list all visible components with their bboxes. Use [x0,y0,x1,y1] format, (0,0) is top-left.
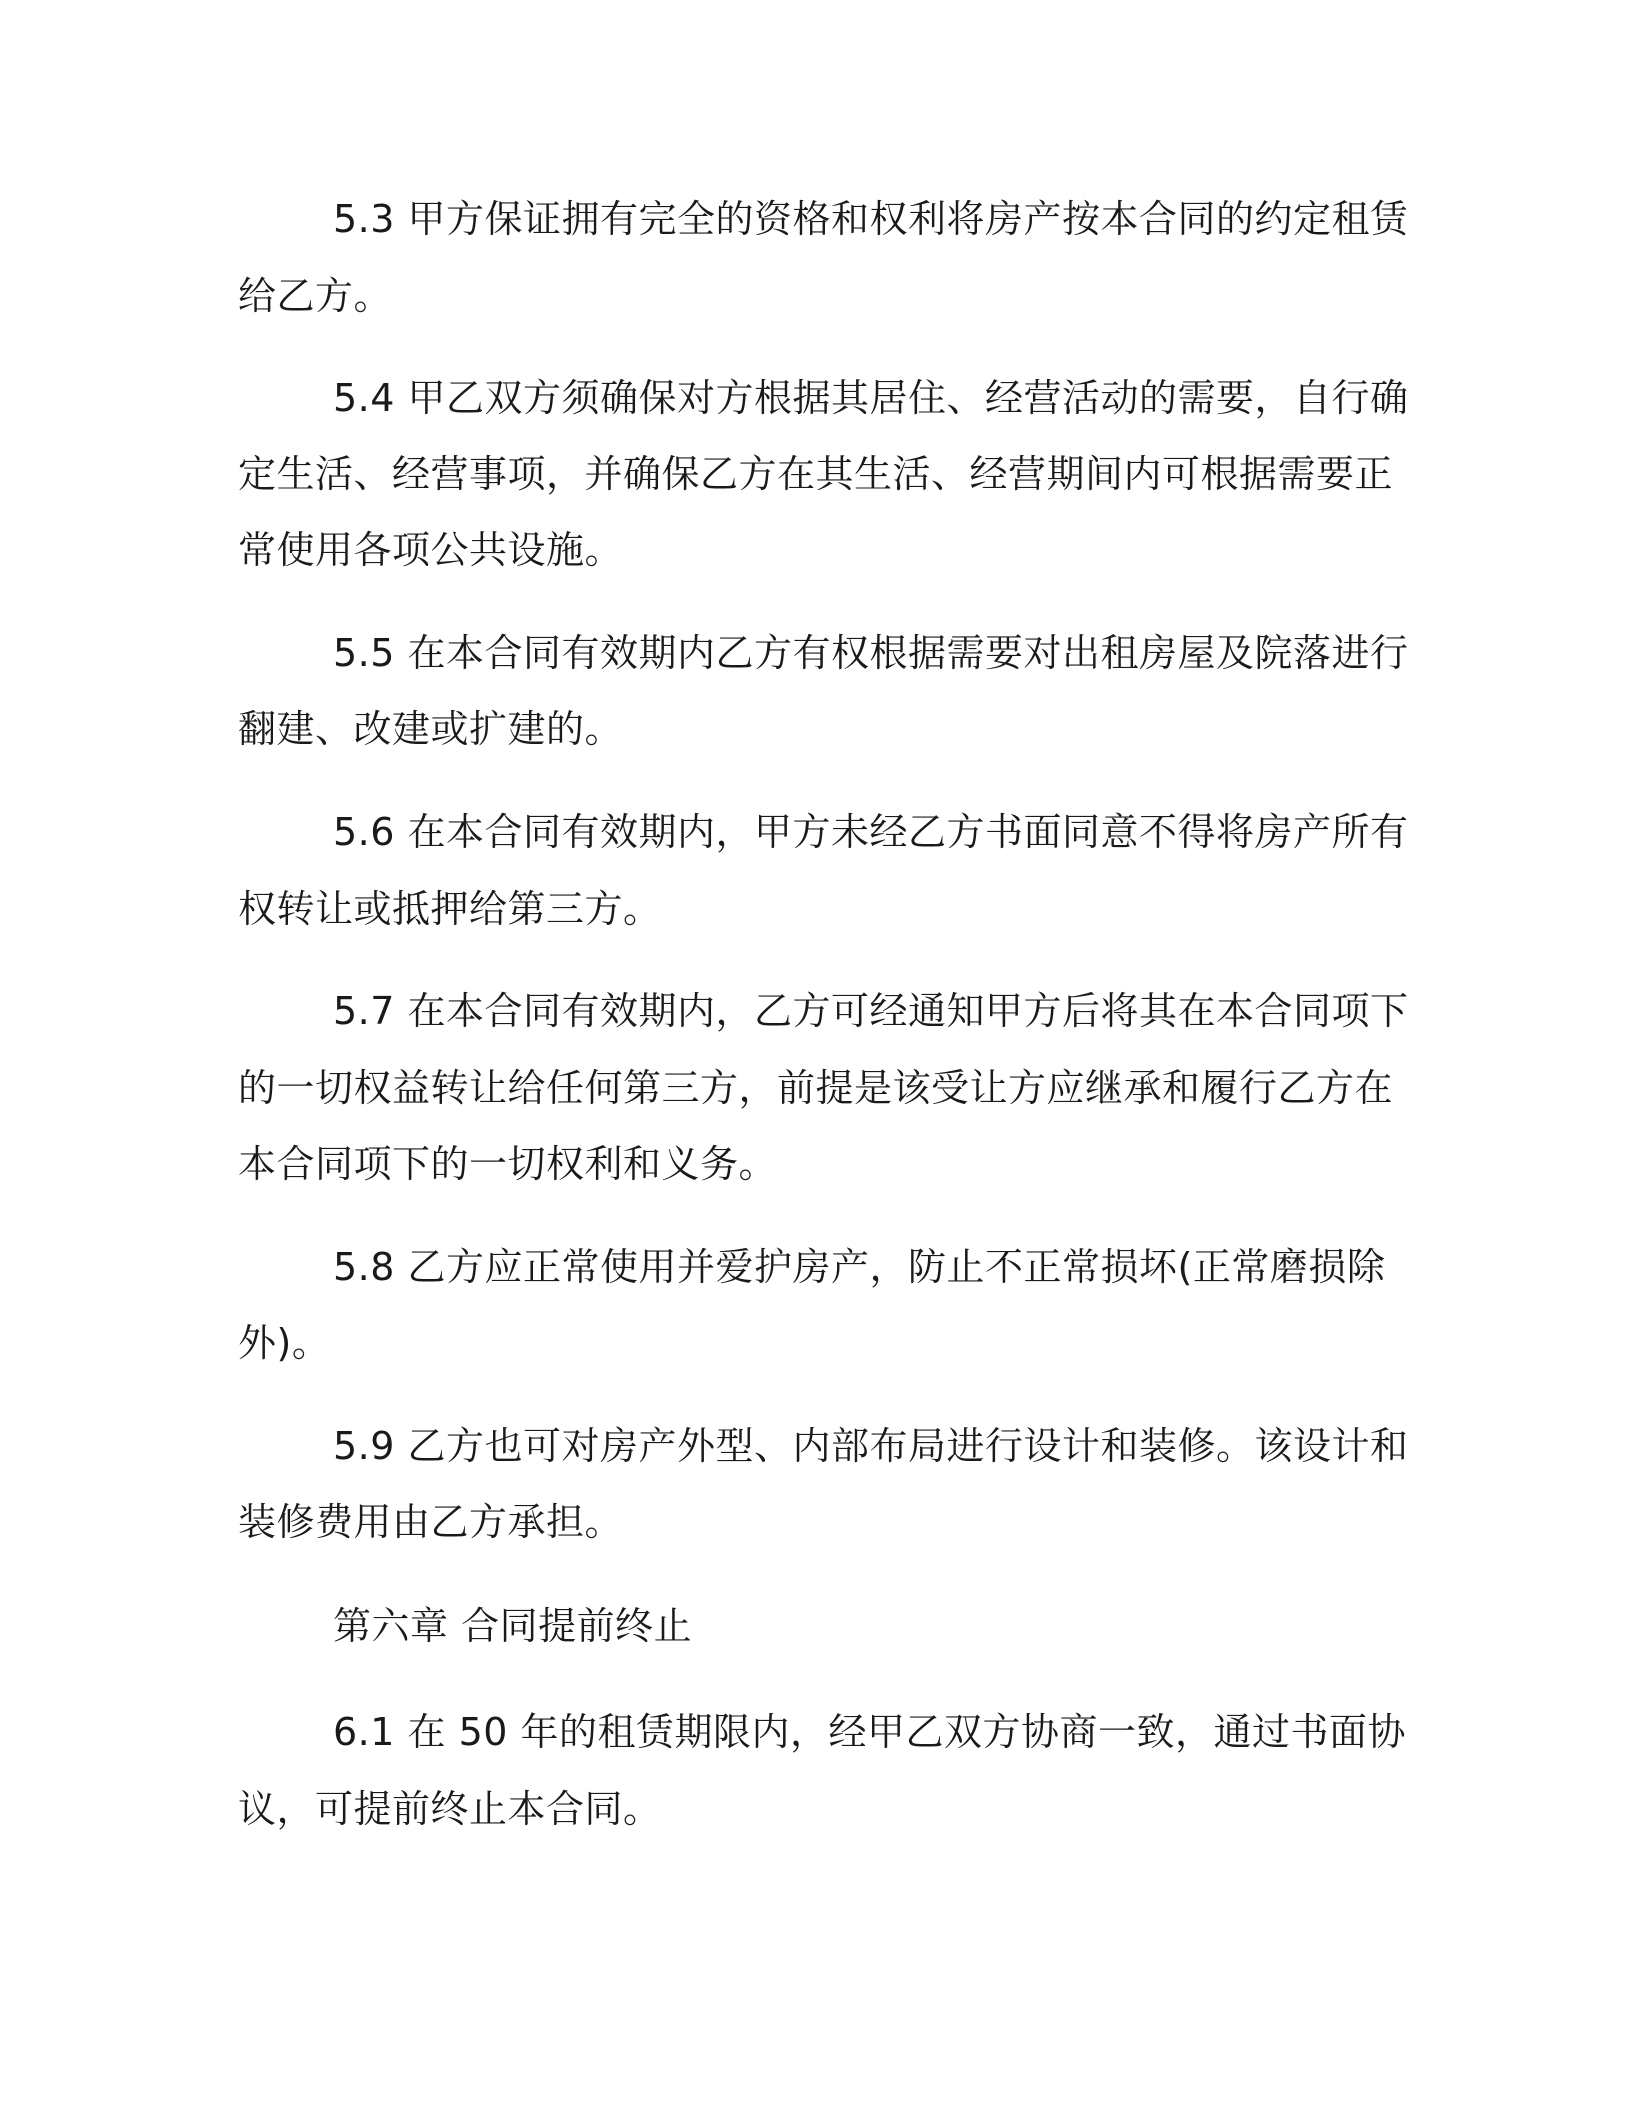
clause-5-4-line-2: 定生活、经营事项，并确保乙方在其生活、经营期间内可根据需要正 [238,452,1394,496]
clause-5-4-line-1: 5.4 甲乙双方须确保对方根据其居住、经营活动的需要，自行确 [333,376,1409,420]
clause-5-7-line-2: 的一切权益转让给任何第三方，前提是该受让方应继承和履行乙方在 [238,1066,1394,1110]
clause-5-3-line-2: 给乙方。 [238,274,393,318]
clause-5-4-line-3: 常使用各项公共设施。 [238,528,624,572]
clause-5-7-line-3: 本合同项下的一切权利和义务。 [238,1142,778,1186]
clause-5-3-line-1: 5.3 甲方保证拥有完全的资格和权利将房产按本合同的约定租赁 [333,197,1409,241]
clause-6-1-line-2: 议，可提前终止本合同。 [238,1787,662,1831]
clause-5-9-line-1: 5.9 乙方也可对房产外型、内部布局进行设计和装修。该设计和 [333,1424,1409,1468]
clause-5-5-line-1: 5.5 在本合同有效期内乙方有权根据需要对出租房屋及院落进行 [333,631,1409,675]
clause-6-1-line-1: 6.1 在 50 年的租赁期限内，经甲乙双方协商一致，通过书面协 [333,1710,1407,1754]
chapter-6-heading: 第六章 合同提前终止 [333,1604,693,1648]
clause-5-7-line-1: 5.7 在本合同有效期内，乙方可经通知甲方后将其在本合同项下 [333,989,1409,1033]
clause-5-5-line-2: 翻建、改建或扩建的。 [238,707,624,751]
clause-5-8-line-1: 5.8 乙方应正常使用并爱护房产，防止不正常损坏(正常磨损除 [333,1245,1386,1289]
clause-5-8-line-2: 外)。 [238,1321,331,1365]
clause-5-6-line-2: 权转让或抵押给第三方。 [238,887,662,931]
clause-5-6-line-1: 5.6 在本合同有效期内，甲方未经乙方书面同意不得将房产所有 [333,810,1409,854]
clause-5-9-line-2: 装修费用由乙方承担。 [238,1500,624,1544]
